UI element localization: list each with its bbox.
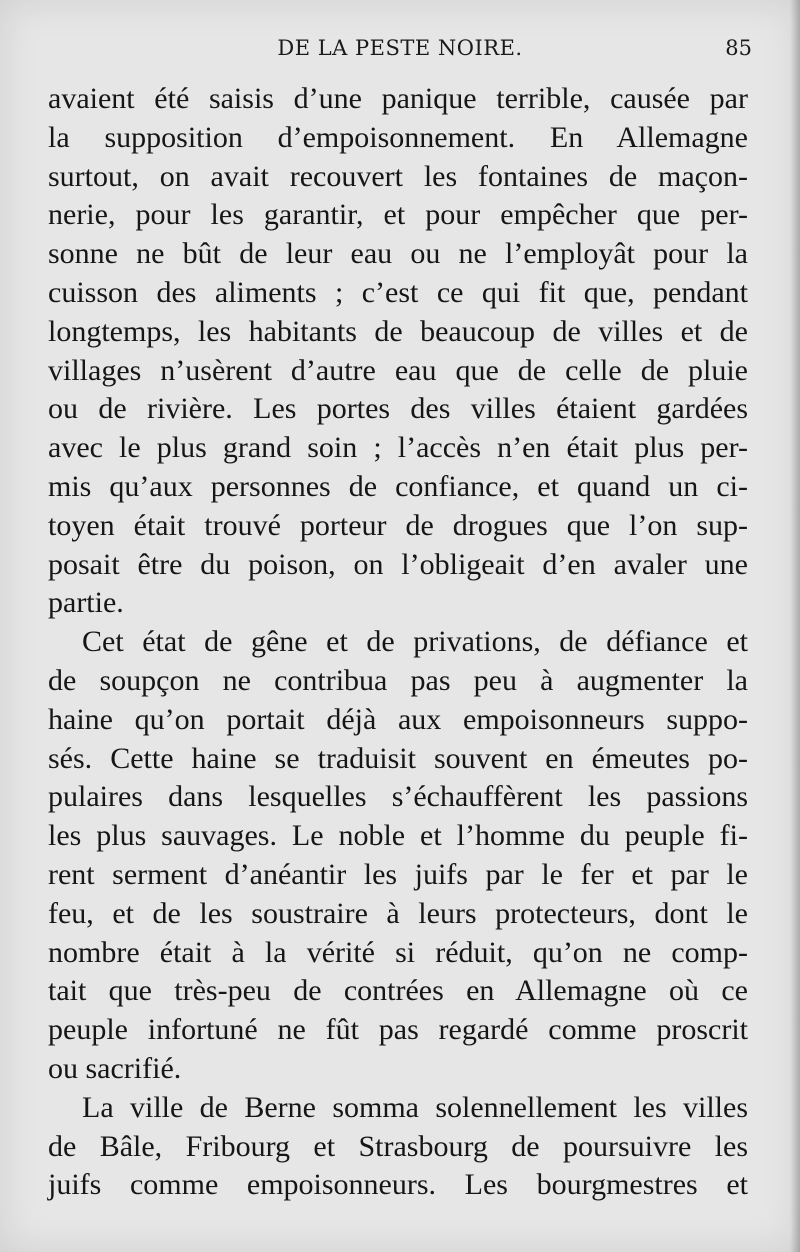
- running-title: DE LA PESTE NOIRE.: [277, 36, 523, 60]
- text-line: haine qu’on portait déjà aux empoisonneurs suppo-: [48, 702, 748, 736]
- text-line: surtout, on avait recouvert les fontaines de maçon-: [48, 159, 748, 193]
- text-line: mis qu’aux personnes de confiance, et quand un ci-: [48, 469, 748, 503]
- page-header: [0, 36, 800, 66]
- text-line: partie.: [48, 586, 124, 620]
- text-line: nerie, pour les garantir, et pour empêcher que per-: [48, 198, 748, 232]
- text-line: juifs comme empoisonneurs. Les bourgmestres et: [48, 1168, 748, 1202]
- text-line: tait que très-peu de contrées en Allemagne où ce: [48, 974, 748, 1008]
- text-line: avaient été saisis d’une panique terrible, causée par: [48, 82, 748, 115]
- text-line: cuisson des aliments ; c’est ce qui fit que, pendant: [48, 275, 748, 309]
- text-line: de Bâle, Fribourg et Strasbourg de poursuivre les: [48, 1129, 748, 1163]
- text-line: avec le plus grand soin ; l’accès n’en était plus per-: [48, 431, 748, 465]
- text-line: posait être du poison, on l’obligeait d’en avaler une: [48, 547, 748, 581]
- page-edge-shadow: [790, 0, 800, 1252]
- page-number: 85: [725, 36, 752, 60]
- text-line: nombre était à la vérité si réduit, qu’on ne comp-: [48, 935, 748, 969]
- text-line: feu, et de les soustraire à leurs protecteurs, dont le: [48, 896, 748, 930]
- text-line: ou sacrifié.: [48, 1051, 182, 1085]
- body-text: [48, 80, 748, 1205]
- text-line: sés. Cette haine se traduisit souvent en émeutes po-: [48, 741, 748, 775]
- text-line: de soupçon ne contribua pas peu à augmenter la: [48, 663, 748, 697]
- text-line: toyen était trouvé porteur de drogues que l’on sup-: [48, 508, 748, 542]
- text-line: peuple infortuné ne fût pas regardé comme proscrit: [48, 1013, 748, 1047]
- text-line: la supposition d’empoisonnement. En Allemagne: [48, 120, 748, 154]
- text-line: pulaires dans lesquelles s’échauffèrent les passions: [48, 780, 748, 814]
- text-line: sonne ne bût de leur eau ou ne l’employât pour la: [48, 237, 748, 271]
- text-line: villages n’usèrent d’autre eau que de celle de pluie: [48, 353, 748, 387]
- text-line: longtemps, les habitants de beaucoup de villes et de: [48, 314, 748, 348]
- text-line: Cet état de gêne et de privations, de défiance et: [82, 625, 748, 659]
- text-line: rent serment d’anéantir les juifs par le fer et par le: [48, 857, 748, 891]
- text-line: ou de rivière. Les portes des villes étaient gardées: [48, 392, 748, 426]
- text-line: les plus sauvages. Le noble et l’homme du peuple fi-: [48, 819, 748, 853]
- text-line: La ville de Berne somma solennellement les villes: [82, 1090, 748, 1124]
